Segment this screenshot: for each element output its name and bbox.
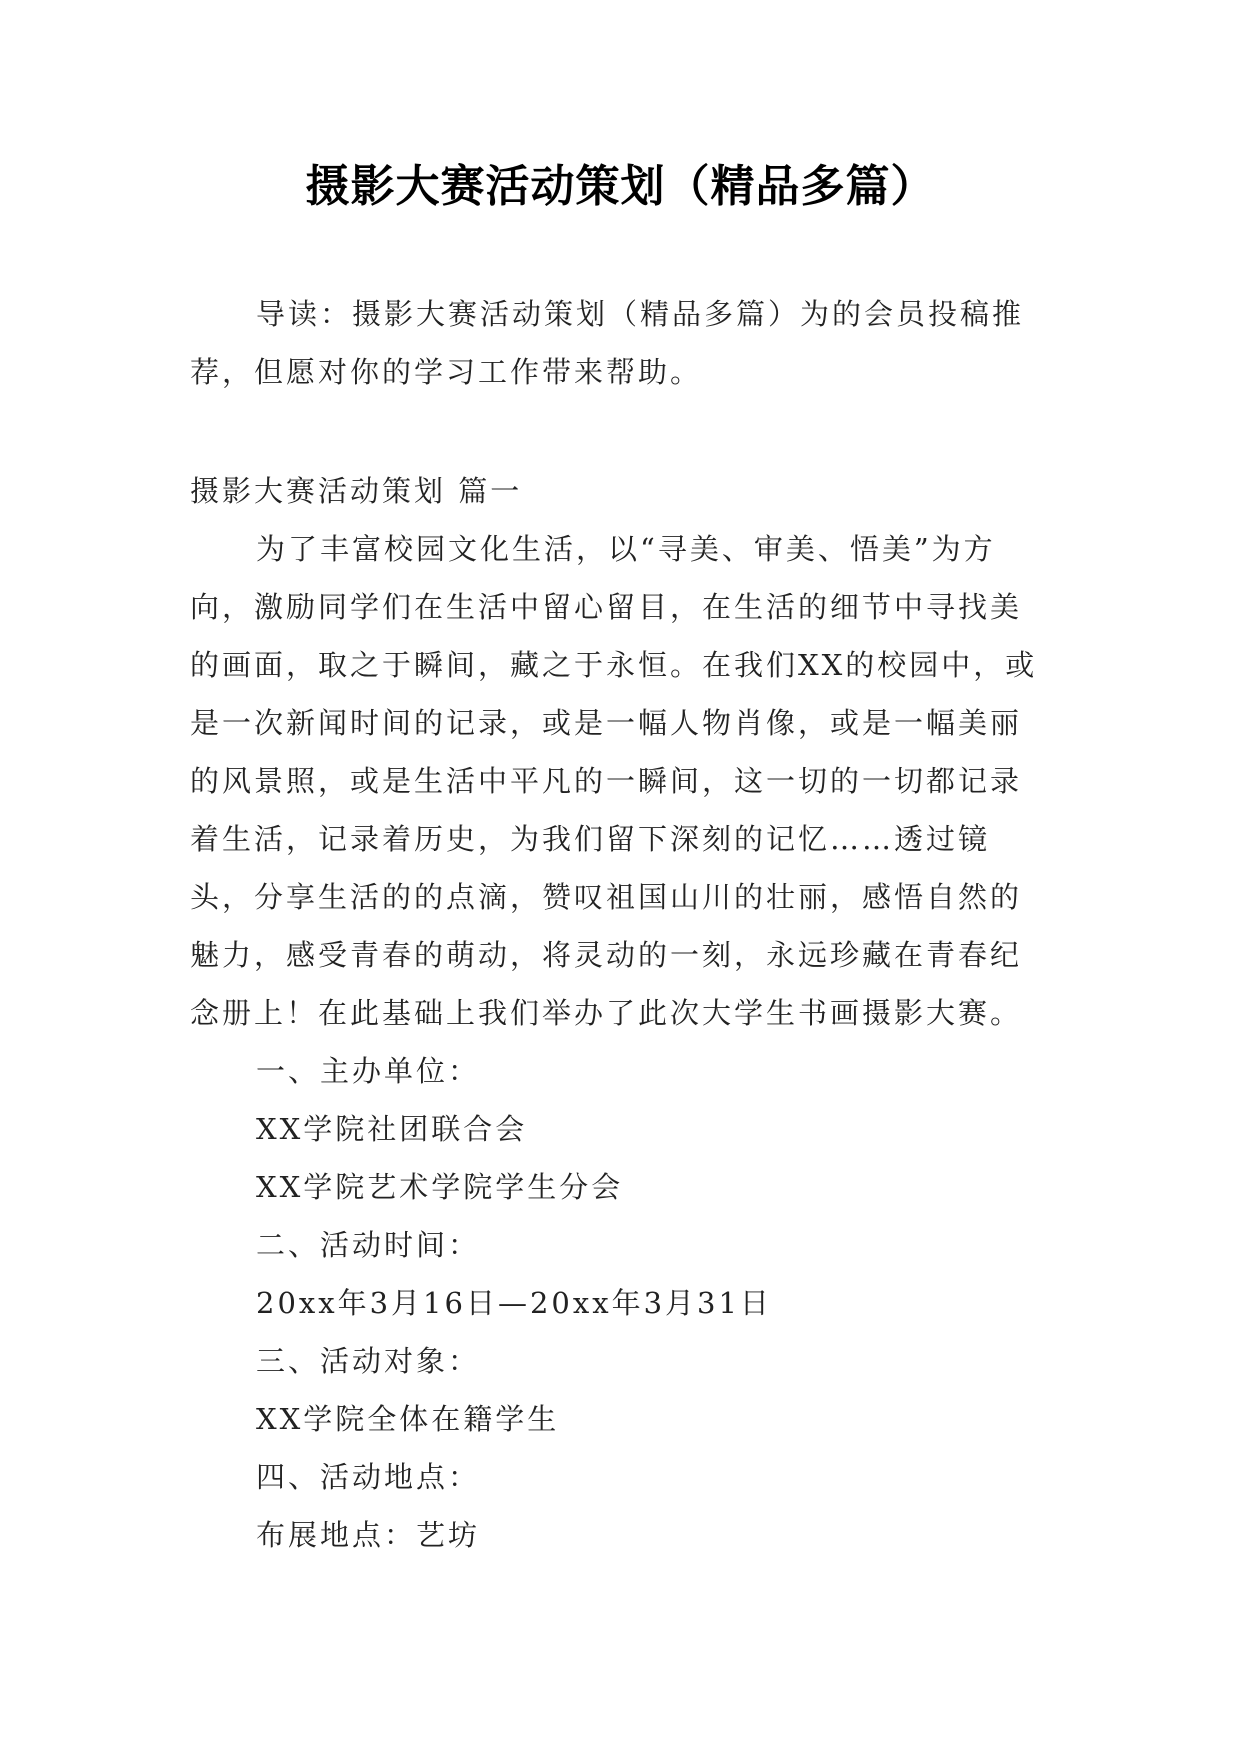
list-item: 一、主办单位：	[256, 1054, 481, 1088]
list-item: XX学院艺术学院学生分会	[256, 1170, 624, 1204]
body-paragraph: 为了丰富校园文化生活，以“寻美、审美、悟美”为方向，激励同学们在生活中留心留目，在生活的细节中寻找美的画面，取之于瞬间，藏之于永恒。在我们XX的校园中，或是一次新闻时间的记录，或是一幅人物肖像，或是一幅美丽的风景照，或是生活中平凡的一瞬间，这一切的一切都记录着生活，记录着历史，为我们留下深刻的记忆……透过镜头，分享生活的的点滴，赞叹祖国山川的壮丽，感悟自然的魅力，感受青春的萌动，将灵动的一刻，永远珍藏在青春纪念册上！在此基础上我们举办了此次大学生书画摄影大赛。	[190, 532, 1038, 1030]
list-item: 布展地点：艺坊	[256, 1518, 481, 1552]
list-item: 三、活动对象：	[256, 1344, 481, 1378]
section-one	[190, 462, 1050, 1564]
section-heading: 摄影大赛活动策划 篇一	[190, 474, 523, 508]
list-item: XX学院社团联合会	[256, 1112, 528, 1146]
intro-block	[190, 285, 1050, 401]
list-item: 四、活动地点：	[256, 1460, 481, 1494]
list-item: 20xx年3月16日—20xx年3月31日	[256, 1286, 772, 1320]
list-item: XX学院全体在籍学生	[256, 1402, 560, 1436]
document-title: 摄影大赛活动策划（精品多篇）	[305, 161, 936, 212]
list-item: 二、活动时间：	[256, 1228, 481, 1262]
intro-paragraph: 导读：摄影大赛活动策划（精品多篇）为的会员投稿推荐，但愿对你的学习工作带来帮助。	[190, 297, 1025, 389]
